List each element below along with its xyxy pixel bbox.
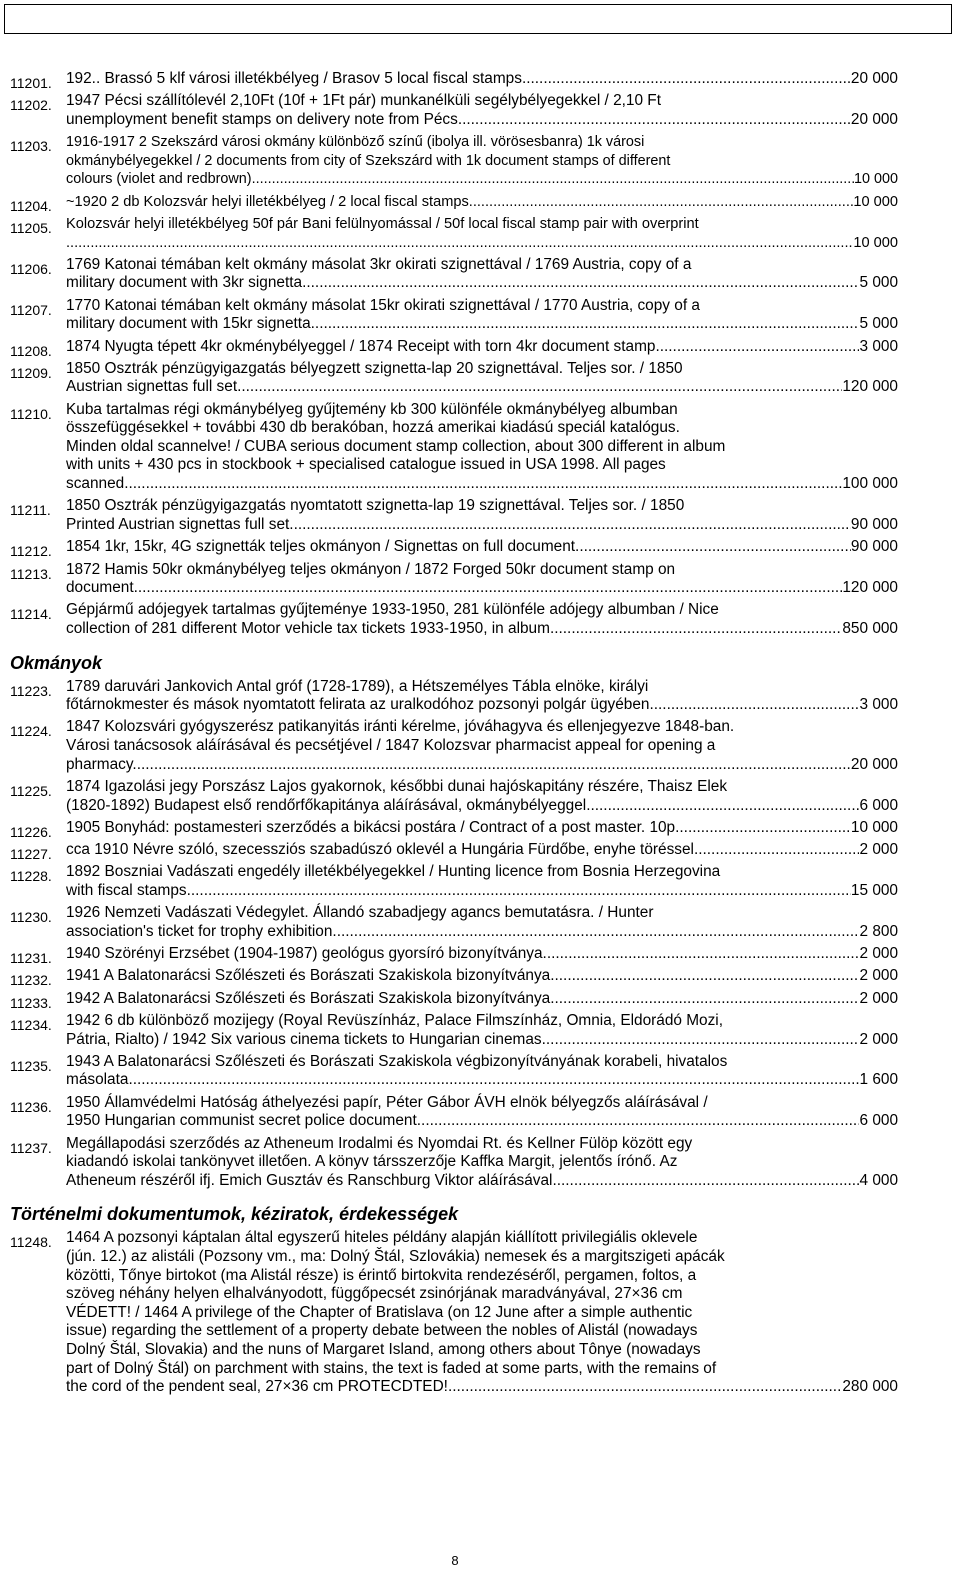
lot-entry: [0, 70, 898, 89]
lot-description-last-line: 1940 Szörényi Erzsébet (1904-1987) geológus gyorsíró bizonyítványa: [66, 945, 543, 963]
lot-price-row: [66, 945, 898, 964]
lot-price: 2 000: [859, 945, 898, 963]
lot-entry: [0, 819, 898, 838]
lot-price: 1 600: [859, 1071, 898, 1089]
dot-leader: [550, 990, 859, 1009]
lot-entry: [0, 778, 898, 815]
lot-description-line: 1943 A Balatonarácsi Szőlészeti és Borászati Szakiskola végbizonyítványának korabeli, hivatalos: [66, 1052, 728, 1070]
dot-leader: [655, 338, 859, 357]
lot-description-last-line: Pátria, Rialto) / 1942 Six various cinema tickets to Hungarian cinemas: [66, 1030, 542, 1048]
dot-leader: [417, 1112, 860, 1131]
lot-price: 20 000: [850, 110, 898, 128]
lot-number: 11227.: [10, 846, 52, 863]
lot-description-line: Minden oldal scannelve! / CUBA serious document stamp collection, about 300 different in album: [66, 437, 726, 455]
lot-price-row: [66, 882, 898, 901]
lot-entry: [0, 538, 898, 560]
lot-number: 11233.: [10, 994, 52, 1011]
lot-price: 2 000: [859, 1030, 898, 1048]
lot-description-last-line: association's ticket for trophy exhibition: [66, 922, 333, 940]
lot-number: 11213.: [10, 565, 52, 582]
lot-description-line: 1874 Igazolási jegy Porszász Lajos gyakornok, későbbi dunai hajóskapitány részére, Thaisz Elek: [66, 777, 728, 795]
dot-leader: [649, 696, 859, 715]
header-frame: [4, 4, 952, 34]
lot-price: 20 000: [850, 755, 898, 773]
lot-price-row: [66, 170, 898, 189]
dot-leader: [543, 945, 860, 964]
lot-number: 11202.: [10, 97, 52, 114]
lot-entry: [0, 297, 898, 334]
lot-description-last-line: (1820-1892) Budapest első rendőrfőkapitánya aláírásával, okmánybélyeggel: [66, 796, 587, 814]
dot-leader: [302, 274, 859, 293]
lot-description-line: 1850 Osztrák pénzügyigazgatás nyomtatott szignetta-lap 19 szignettával. Teljes sor. / 1850: [66, 497, 685, 515]
lot-number: 11236.: [10, 1098, 52, 1115]
lot-entry: [0, 338, 898, 357]
lot-price: 5 000: [859, 274, 898, 292]
lot-entry: [0, 841, 898, 863]
lot-price-row: [66, 193, 898, 212]
lot-description-last-line: military document with 3kr signetta: [66, 274, 303, 292]
lot-number: 11224.: [10, 723, 52, 740]
lot-description-last-line: collection of 281 different Motor vehicle tax tickets 1933-1950, in album: [66, 619, 550, 637]
lot-price: 280 000: [842, 1378, 898, 1396]
lot-description-last-line: with fiscal stamps: [66, 881, 187, 899]
lot-price-row: [66, 579, 898, 598]
lot-price: 90 000: [850, 538, 898, 556]
lot-description-line: 1847 Kolozsvári gyógyszerész patikanyitás iránti kérelme, jóváhagyva és ellenjegyezve 1848-ban.: [66, 718, 735, 736]
lot-number: 11237.: [10, 1139, 52, 1156]
lot-price: 2 800: [859, 922, 898, 940]
lot-price: 10 000: [853, 171, 898, 188]
lot-description-last-line: főtárnokmester és mások nyomtatott felirata az uralkodóhoz pozsonyi polgár ügyében: [66, 696, 650, 714]
lot-entry: [0, 1135, 898, 1191]
lot-description-line: szöveg néhány helyen elhalványodott, függőpecsét zsinórjának maradványával, 27×36 cm: [66, 1285, 683, 1303]
lot-number: 11206.: [10, 260, 52, 277]
lot-price-row: [66, 538, 898, 557]
lot-number: 11201.: [10, 75, 52, 91]
lot-price: 5 000: [859, 315, 898, 333]
lot-price: 10 000: [853, 193, 898, 210]
lot-entry: [0, 863, 898, 900]
dot-leader: [522, 70, 851, 89]
lot-price: 3 000: [859, 696, 898, 714]
lot-description-line: Kuba tartalmas régi okmánybélyeg gyűjtemény kb 300 különféle okmánybélyeg albumban: [66, 400, 678, 418]
lot-description-last-line: the cord of the pendent seal, 27×36 cm PROTECDTED!: [66, 1378, 448, 1396]
lot-price-row: [66, 70, 898, 89]
lot-price-row: [66, 378, 898, 397]
lot-description-last-line: ~1920 2 db Kolozsvár helyi illetékbélyeg / 2 local fiscal stamps: [66, 193, 469, 210]
dot-leader: [579, 538, 851, 557]
lot-description-line: 1950 Államvédelmi Hatóság áthelyezési papír, Péter Gábor ÁVH elnök bélyegzős aláírásával /: [66, 1093, 708, 1111]
lot-entry: [0, 904, 898, 941]
lot-number: 11209.: [10, 364, 52, 381]
lot-entry: [0, 1094, 898, 1131]
lot-description-last-line: pharmacy.: [66, 755, 137, 773]
dot-leader: [128, 475, 842, 494]
lot-description-last-line: Austrian signettas full set.: [66, 378, 242, 396]
lot-description-last-line: 192.. Brassó 5 klf városi illetékbélyeg / Brasov 5 local fiscal stamps: [66, 70, 522, 87]
dot-leader: [557, 1172, 860, 1191]
lot-description-line: közötti, Tőnye birtokot (ma Alistál része) is érintő birtokvita rendezéséről, pergamen, foltos, a: [66, 1266, 697, 1284]
lot-description-last-line: 1942 A Balatonarácsi Szőlészeti és Borászati Szakiskola bizonyítványa: [66, 989, 551, 1007]
lot-description-line: with units + 430 pcs in stockbook + specialised catalogue issued in USA 1998. All pages: [66, 456, 666, 474]
lot-price-row: [66, 111, 898, 130]
lot-entry: [0, 718, 898, 774]
lot-entry: [0, 1229, 898, 1396]
lot-entry: [0, 401, 898, 494]
lot-description-line: 1770 Katonai témában kelt okmány másolat 15kr okirati szignettával / 1770 Austria, copy of a: [66, 296, 700, 314]
lot-number: 11205.: [10, 219, 52, 236]
lot-description-line: 1947 Pécsi szállítólevél 2,10Ft (10f + 1Ft pár) munkanélküli segélybélyegekkel / 2,10 Ft: [66, 92, 661, 110]
lot-entry: [0, 92, 898, 129]
lot-number: 11207.: [10, 301, 52, 318]
lot-description-line: 1769 Katonai témában kelt okmány másolat 3kr okirati szignettával / 1769 Austria, copy of a: [66, 255, 692, 273]
lot-price: 100 000: [842, 475, 898, 493]
dot-leader: [66, 234, 853, 253]
lot-entry: [0, 990, 898, 1009]
lot-description-line: okmánybélyegekkel / 2 documents from city of Szekszárd with 1k document stamps of different: [66, 152, 671, 169]
dot-leader: [542, 1031, 860, 1050]
lot-description-last-line: 1941 A Balatonarácsi Szőlészeti és Borászati Szakiskola bizonyítványa: [66, 967, 551, 985]
dot-leader: [550, 620, 842, 639]
lot-price: 4 000: [859, 1171, 898, 1189]
dot-leader: [187, 882, 851, 901]
lot-price-row: [66, 338, 898, 357]
dot-leader: [137, 756, 851, 775]
lot-number: 11235.: [10, 1057, 52, 1074]
lot-number: 11234.: [10, 1016, 52, 1033]
lot-description-last-line: scanned.: [66, 475, 129, 493]
dot-leader: [469, 193, 854, 212]
lot-entry: [0, 945, 898, 967]
lot-price-row: [66, 274, 898, 293]
lot-description-last-line: 1950 Hungarian communist secret police document: [66, 1112, 417, 1130]
dot-leader: [138, 579, 842, 598]
page-number: 8: [451, 1553, 459, 1568]
lot-price-row: [66, 1112, 898, 1131]
lot-price-row: [66, 1172, 898, 1191]
lot-price-row: [66, 990, 898, 1009]
lot-description-line: Kolozsvár helyi illetékbélyeg 50f pár Bani felülnyomással / 50f local fiscal stamp pair with overprint: [66, 215, 699, 232]
lot-entry: [0, 497, 898, 534]
lot-price: 6 000: [859, 796, 898, 814]
lot-description-last-line: Printed Austrian signettas full set.: [66, 515, 294, 533]
lot-price: 2 000: [859, 841, 898, 859]
lot-description-last-line: unemployment benefit stamps on delivery note from Pécs: [66, 110, 458, 128]
lot-description-last-line: másolata: [66, 1071, 129, 1089]
lot-number: 11230.: [10, 909, 52, 926]
lot-entry: [0, 215, 898, 252]
lot-description-line: 1916-1917 2 Szekszárd városi okmány különböző színű (ibolya ill. vörösesbanra) 1k városi: [66, 134, 645, 151]
lot-description-line: 1892 Boszniai Vadászati engedély illetékbélyegekkel / Hunting licence from Bosnia Herzegovina: [66, 863, 721, 881]
lot-price-row: [66, 475, 898, 494]
lot-description-line: Gépjármű adójegyek tartalmas gyűjteménye 1933-1950, 281 különféle adójegy albumban / Nice: [66, 601, 719, 619]
lot-description-last-line: 1874 Nyugta tépett 4kr okménybélyeggel / 1874 Receipt with torn 4kr document stamp: [66, 337, 656, 355]
lot-number: 11204.: [10, 197, 52, 214]
dot-leader: [679, 819, 851, 838]
lot-price: 3 000: [859, 337, 898, 355]
section-heading: Történelmi dokumentumok, kéziratok, érdekességek: [10, 1204, 459, 1225]
lot-entry: [0, 967, 898, 989]
lot-number: 11232.: [10, 972, 52, 989]
lot-description-last-line: military document with 15kr signetta: [66, 315, 311, 333]
dot-leader: [448, 1378, 842, 1397]
lot-entry: [0, 1053, 898, 1090]
lot-entry: [0, 133, 898, 189]
lot-number: 11231.: [10, 950, 52, 967]
lot-price-row: [66, 797, 898, 816]
dot-leader: [241, 378, 842, 397]
lot-price-row: [66, 967, 898, 986]
lot-entry: [0, 360, 898, 397]
lot-entry: [0, 193, 898, 212]
lot-description-line: 1464 A pozsonyi káptalan által egyszerű hiteles példány alapján kiállított privilegiális oklevele: [66, 1229, 698, 1247]
dot-leader: [332, 923, 859, 942]
lot-price-row: [66, 315, 898, 334]
lot-number: 11214.: [10, 606, 52, 623]
lot-description-line: Megállapodási szerződés az Atheneum Irodalmi és Nyomdai Rt. és Kellner Fülöp között egy: [66, 1134, 693, 1152]
lot-number: 11203.: [10, 138, 52, 155]
lot-description-line: (jún. 12.) az alistáli (Pozsony vm., ma: Dolný Štál, Szlovákia) nemesek és a margitszigeti apácák: [66, 1247, 725, 1265]
lot-price-row: [66, 620, 898, 639]
lot-price: 20 000: [850, 70, 898, 87]
lot-number: 11223.: [10, 682, 52, 699]
dot-leader: [311, 315, 860, 334]
lot-price: 2 000: [859, 989, 898, 1007]
lot-description-line: kiadandó iskolai tankönyvet illetően. A könyv társszerzője Kaffka Margit, jelentős írónő. Az: [66, 1153, 678, 1171]
lot-description-line: Városi tanácsosok aláírásával és pecsétjével / 1847 Kolozsvar pharmacist appeal for opening a: [66, 737, 716, 755]
dot-leader: [128, 1071, 859, 1090]
lot-description-line: Dolný Štál, Slovakia) and the nuns of Margaret Island, among others about Tônye (nowadays: [66, 1340, 701, 1358]
lot-number: 11211.: [10, 502, 51, 519]
dot-leader: [550, 967, 859, 986]
dot-leader: [294, 516, 851, 535]
catalog-page: [0, 70, 960, 1400]
lot-entry: [0, 601, 898, 638]
lot-description-last-line: Atheneum részéről ifj. Emich Gusztáv és Ranschburg Viktor aláírásával.: [66, 1171, 557, 1189]
lot-entry: [0, 678, 898, 715]
lot-description-last-line: document.: [66, 579, 138, 597]
lot-price: 90 000: [850, 515, 898, 533]
dot-leader: [586, 797, 859, 816]
lot-price-row: [66, 234, 898, 253]
lot-number: 11228.: [10, 868, 52, 885]
lot-description-last-line: cca 1910 Névre szóló, szecessziós szabadúszó oklevél a Hungária Fürdőbe, enyhe töréssel: [66, 841, 694, 859]
lot-price-row: [66, 1071, 898, 1090]
dot-leader: [458, 111, 851, 130]
lot-number: 11208.: [10, 342, 52, 359]
lot-number: 11225.: [10, 782, 52, 799]
lot-price-row: [66, 1378, 898, 1397]
lot-price: 10 000: [850, 818, 898, 836]
lot-price-row: [66, 516, 898, 535]
lot-description-line: 1789 daruvári Jankovich Antal gróf (1728-1789), a Hétszemélyes Tábla elnöke, királyi: [66, 677, 649, 695]
lot-price-row: [66, 1031, 898, 1050]
lot-number: 11226.: [10, 823, 52, 840]
lot-description-line: part of Dolný Štál) on parchment with stains, the text is faded at some parts, with the remains of: [66, 1359, 717, 1377]
lot-description-line: 1926 Nemzeti Vadászati Védegylet. Állandó szabadjegy agancs bemutatásra. / Hunter: [66, 904, 654, 922]
dot-leader: [252, 170, 854, 189]
lot-number: 11248.: [10, 1234, 52, 1251]
lot-description-last-line: colours (violet and redbrown): [66, 171, 252, 188]
lot-price: 2 000: [859, 967, 898, 985]
lot-price-row: [66, 923, 898, 942]
lot-price: 10 000: [853, 234, 898, 251]
lot-price: 120 000: [842, 579, 898, 597]
lot-description-last-line: 1905 Bonyhád: postamesteri szerződés a bikácsi postára / Contract of a post master. 10p.: [66, 818, 680, 836]
dot-leader: [694, 841, 860, 860]
lot-description-line: összefüggésekkel + további 430 db berakóban, hozzá amerikai kiadású speciál katalógus.: [66, 419, 680, 437]
lot-number: 11210.: [10, 405, 52, 422]
lot-price: 850 000: [842, 619, 898, 637]
lot-description-line: 1872 Hamis 50kr okmánybélyeg teljes okmányon / 1872 Forged 50kr document stamp on: [66, 560, 676, 578]
lot-price-row: [66, 841, 898, 860]
lot-description-line: 1850 Osztrák pénzügyigazgatás bélyegzett szignetta-lap 20 szignettával. Teljes sor. / 1850: [66, 359, 683, 377]
lot-description-line: 1942 6 db különböző mozijegy (Royal Revüszínház, Palace Filmszínház, Omnia, Eldorádó Mozi,: [66, 1011, 723, 1029]
lot-price: 15 000: [850, 881, 898, 899]
lot-price-row: [66, 696, 898, 715]
lot-entry: [0, 561, 898, 598]
lot-number: 11212.: [10, 543, 52, 560]
lot-price: 6 000: [859, 1112, 898, 1130]
lot-price-row: [66, 756, 898, 775]
lot-price-row: [66, 819, 898, 838]
lot-description-last-line: 1854 1kr, 15kr, 4G szignetták teljes okmányon / Signettas on full document.: [66, 538, 580, 556]
lot-entry: [0, 256, 898, 293]
lot-description-line: VÉDETT! / 1464 A privilege of the Chapter of Bratislava (on 12 June after a simple authentic: [66, 1303, 693, 1321]
lot-description-line: issue) regarding the settlement of a property debate between the nobles of Alistál (nowadays: [66, 1322, 698, 1340]
section-heading: Okmányok: [10, 652, 103, 673]
lot-price: 120 000: [842, 378, 898, 396]
lot-entry: [0, 1012, 898, 1049]
